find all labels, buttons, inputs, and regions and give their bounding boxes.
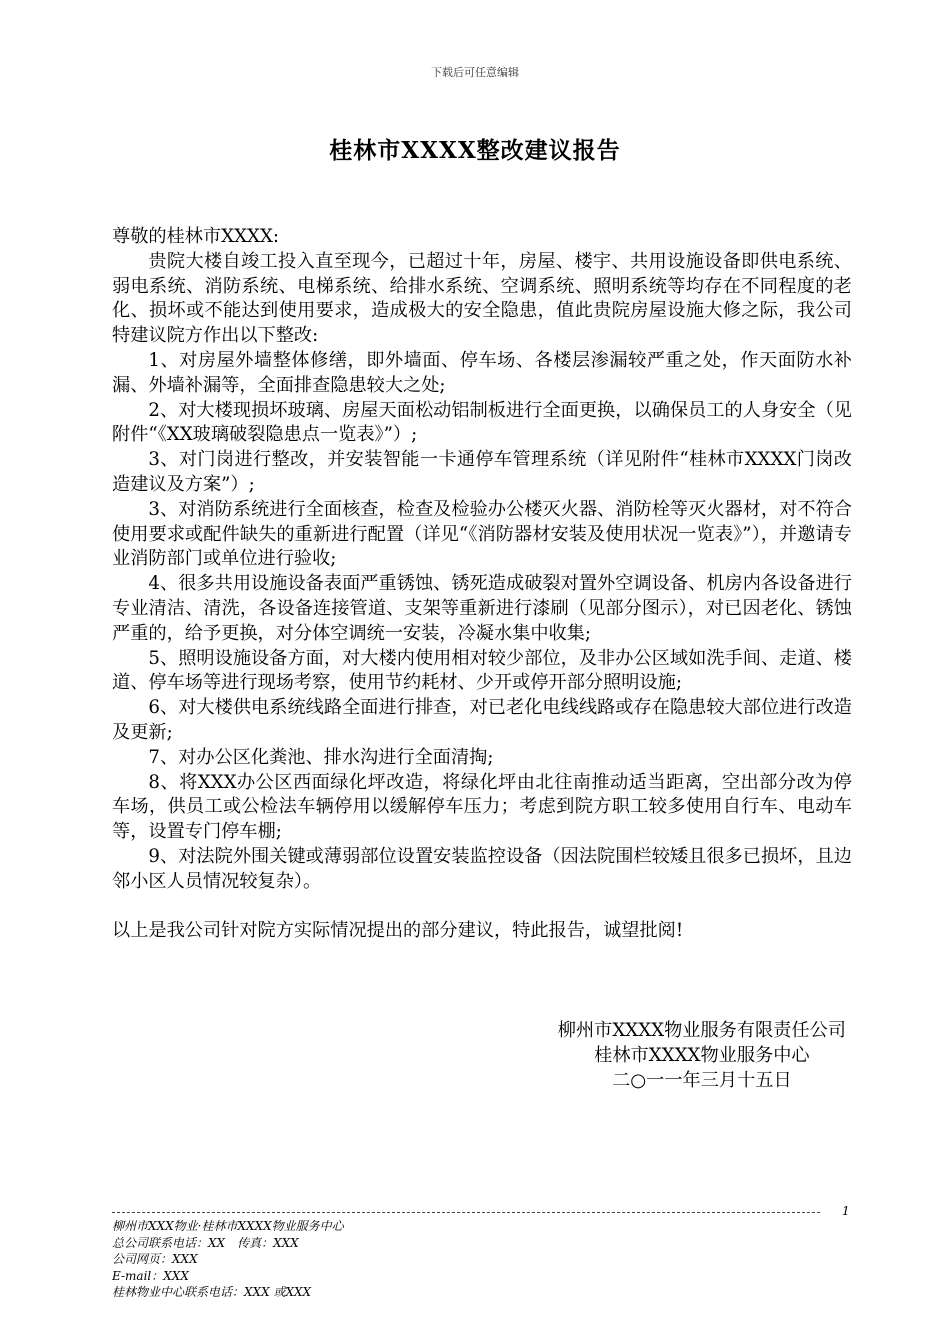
footer-line-company: 柳州市XXX物业·桂林市XXXX物业服务中心 <box>112 1219 344 1233</box>
page-number: 1 <box>842 1204 850 1218</box>
footer-line-phone-fax: 总公司联系电话：XX 传真：XXX <box>112 1235 299 1250</box>
signature-company: 柳州市XXXX物业服务有限责任公司 <box>557 1020 846 1041</box>
item-paragraph-1: 1、对房屋外墙整体修缮，即外墙面、停车场、各楼层渗漏较严重之处，作天面防水补漏、外墙补漏等，全面排查隐患较大之处; <box>112 349 852 396</box>
item-paragraph-7: 7、对办公区化粪池、排水沟进行全面清掏; <box>148 746 494 768</box>
document-body <box>112 225 852 944</box>
footer-divider <box>112 1212 820 1213</box>
item-paragraph-3a: 3、对门岗进行整改，并安装智能一卡通停车管理系统（详见附件“桂林市XXXX门岗改造建议及方案”）; <box>112 449 852 495</box>
closing-statement: 以上是我公司针对院方实际情况提出的部分建议，特此报告，诚望批阅! <box>112 920 684 942</box>
footer-line-center-phone: 桂林物业中心联系电话：XXX 或XXX <box>112 1285 312 1299</box>
signature-center: 桂林市XXXX物业服务中心 <box>594 1044 810 1066</box>
item-paragraph-2: 2、对大楼现损坏玻璃、房屋天面松动铝制板进行全面更换，以确保员工的人身安全（见附件“《XX玻璃破裂隐患点一览表》”）; <box>112 399 852 446</box>
signature-date: 二○一一年三月十五日 <box>612 1069 792 1091</box>
item-paragraph-3b: 3、对消防系统进行全面核查，检查及检验办公楼灭火器、消防栓等灭火器材，对不符合使用要求或配件缺失的重新进行配置（详见“《消防器材安装及使用状况一览表》”），并邀请专业消防部门或单位进行验收; <box>112 498 852 570</box>
document-title: 桂林市XXXX整改建议报告 <box>329 137 621 164</box>
intro-paragraph: 贵院大楼自竣工投入直至现今，已超过十年，房屋、楼宇、共用设施设备即供电系统、弱电系统、消防系统、电梯系统、给排水系统、空调系统、照明系统等均存在不同程度的老化、损坏或不能达到使用要求，造成极大的安全隐患，值此贵院房屋设施大修之际，我公司特建议院方作出以下整改: <box>112 250 852 347</box>
footer-contact <box>112 1218 344 1301</box>
item-paragraph-4: 4、很多共用设施设备表面严重锈蚀、锈死造成破裂对置外空调设备、机房内各设备进行专业清洁、清洗，各设备连接管道、支架等重新进行漆刷（见部分图示），对已因老化、锈蚀严重的，给予更换，对分体空调统一安装，冷凝水集中收集; <box>112 573 852 644</box>
signature-block <box>558 1019 846 1093</box>
item-paragraph-6: 6、对大楼供电系统线路全面进行排查，对已老化电线线路或存在隐患较大部位进行改造及更新; <box>112 697 852 743</box>
item-paragraph-5: 5、照明设施设备方面，对大楼内使用相对较少部位，及非办公区域如洗手间、走道、楼道、停车场等进行现场考察，使用节约耗材、少开或停开部分照明设施; <box>112 647 852 694</box>
salutation: 尊敬的桂林市XXXX: <box>112 226 280 247</box>
footer-line-website: 公司网页：XXX <box>112 1252 198 1266</box>
item-paragraph-9: 9、对法院外围关键或薄弱部位设置安装监控设备（因法院围栏较矮且很多已损坏，且边邻小区人员情况较复杂）。 <box>112 845 852 892</box>
footer-line-email: E-mail：XXX <box>112 1268 189 1283</box>
item-paragraph-8: 8、将XXX办公区西面绿化坪改造，将绿化坪由北往南推动适当距离，空出部分改为停车场，供员工或公检法车辆停用以缓解停车压力；考虑到院方职工较多使用自行车、电动车等，设置专门停车棚; <box>112 771 852 843</box>
header-note: 下载后可任意编辑 <box>431 66 519 79</box>
